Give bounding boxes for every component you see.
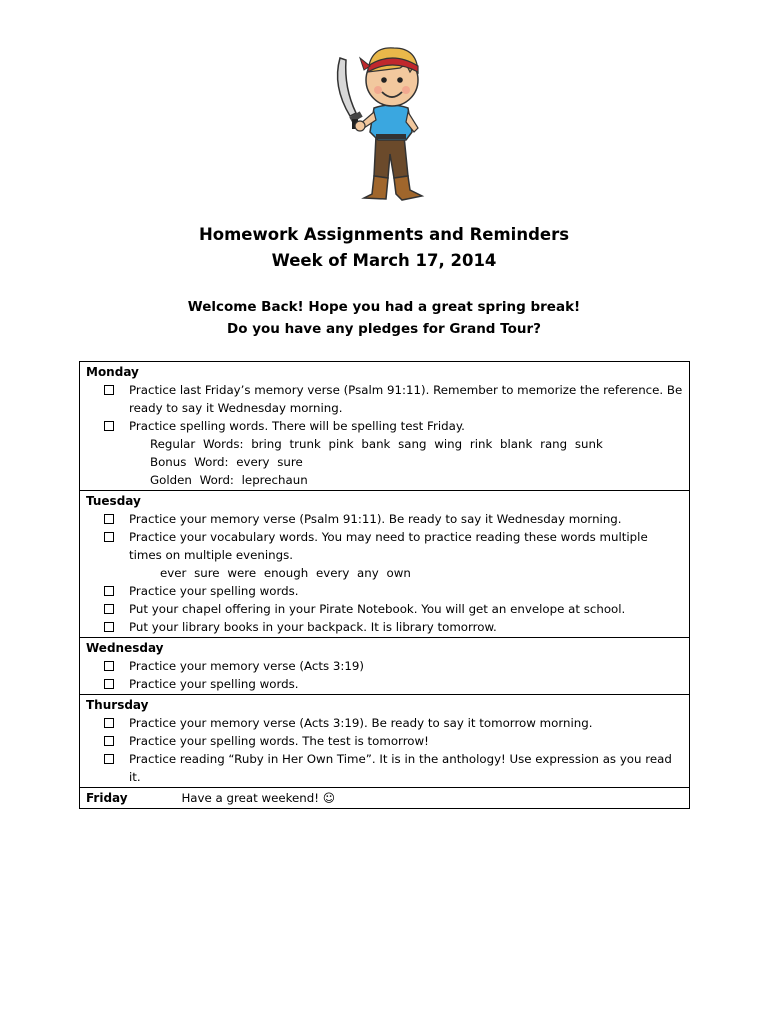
task-list-monday (86, 381, 683, 435)
task-text: Practice last Friday’s memory verse (Psalm 91:11). Remember to memorize the reference. Be ready to say it Wednesday morning. (129, 383, 683, 415)
day-label-tuesday: Tuesday (86, 494, 141, 508)
bonus-word: Bonus Word: every sure (150, 455, 303, 469)
checkbox[interactable] (104, 514, 114, 524)
checkbox[interactable] (104, 586, 114, 596)
task-text: Practice your spelling words. (129, 584, 299, 598)
task-item (86, 381, 683, 417)
task-text: Practice your memory verse (Acts 3:19). Be ready to say it tomorrow morning. (129, 716, 593, 730)
task-item (86, 732, 683, 750)
task-text: Put your library books in your backpack. It is library tomorrow. (129, 620, 497, 634)
task-item (86, 618, 683, 636)
task-item (86, 510, 683, 528)
day-row-monday (80, 362, 690, 491)
task-text: Practice reading “Ruby in Her Own Time”. It is in the anthology! Use expression as you read it. (129, 752, 672, 784)
checkbox[interactable] (104, 718, 114, 728)
day-row-wednesday (80, 638, 690, 695)
task-text: Practice your vocabulary words. You may need to practice reading these words multiple times on multiple evenings. (129, 530, 648, 562)
checkbox[interactable] (104, 385, 114, 395)
checkbox[interactable] (104, 661, 114, 671)
task-text: Practice your spelling words. (129, 677, 299, 691)
task-item (86, 657, 683, 675)
task-item (86, 714, 683, 732)
week-subtitle: Week of March 17, 2014 (271, 251, 497, 270)
task-item (86, 600, 683, 618)
task-item (86, 675, 683, 693)
day-row-friday (80, 788, 690, 809)
welcome-message (0, 296, 768, 340)
checkbox[interactable] (104, 736, 114, 746)
task-list-tuesday-cont (86, 582, 683, 636)
task-text: Practice your spelling words. The test is tomorrow! (129, 734, 429, 748)
checkbox[interactable] (104, 622, 114, 632)
day-label-wednesday: Wednesday (86, 641, 164, 655)
task-text: Put your chapel offering in your Pirate Notebook. You will get an envelope at school. (129, 602, 626, 616)
day-label-thursday: Thursday (86, 698, 149, 712)
task-text: Practice your memory verse (Psalm 91:11). Be ready to say it Wednesday morning. (129, 512, 622, 526)
task-item (86, 582, 683, 600)
homework-table (79, 361, 690, 809)
task-list-thursday (86, 714, 683, 786)
page-title: Homework Assignments and Reminders (198, 225, 570, 244)
task-item (86, 528, 683, 564)
day-row-tuesday (80, 491, 690, 638)
task-item (86, 750, 683, 786)
checkbox[interactable] (104, 421, 114, 431)
day-label-monday: Monday (86, 365, 139, 379)
pledges-line: Do you have any pledges for Grand Tour? (227, 321, 541, 337)
welcome-line: Welcome Back! Hope you had a great spring break! (187, 299, 581, 315)
task-list-wednesday (86, 657, 683, 693)
regular-words: Regular Words: bring trunk pink bank sang wing rink blank rang sunk (150, 437, 603, 451)
vocab-words: ever sure were enough every any own (160, 566, 411, 580)
checkbox[interactable] (104, 754, 114, 764)
friday-message: Have a great weekend! ☺ (181, 791, 336, 805)
heading (0, 222, 768, 274)
day-row-thursday (80, 695, 690, 788)
day-label-friday: Friday (86, 791, 128, 805)
checkbox[interactable] (104, 679, 114, 689)
task-list-tuesday (86, 510, 683, 564)
task-text: Practice spelling words. There will be spelling test Friday. (129, 419, 465, 433)
task-text: Practice your memory verse (Acts 3:19) (129, 659, 364, 673)
checkbox[interactable] (104, 604, 114, 614)
task-item (86, 417, 683, 435)
pirate-boy-illustration (330, 36, 440, 204)
checkbox[interactable] (104, 532, 114, 542)
golden-word: Golden Word: leprechaun (150, 473, 308, 487)
